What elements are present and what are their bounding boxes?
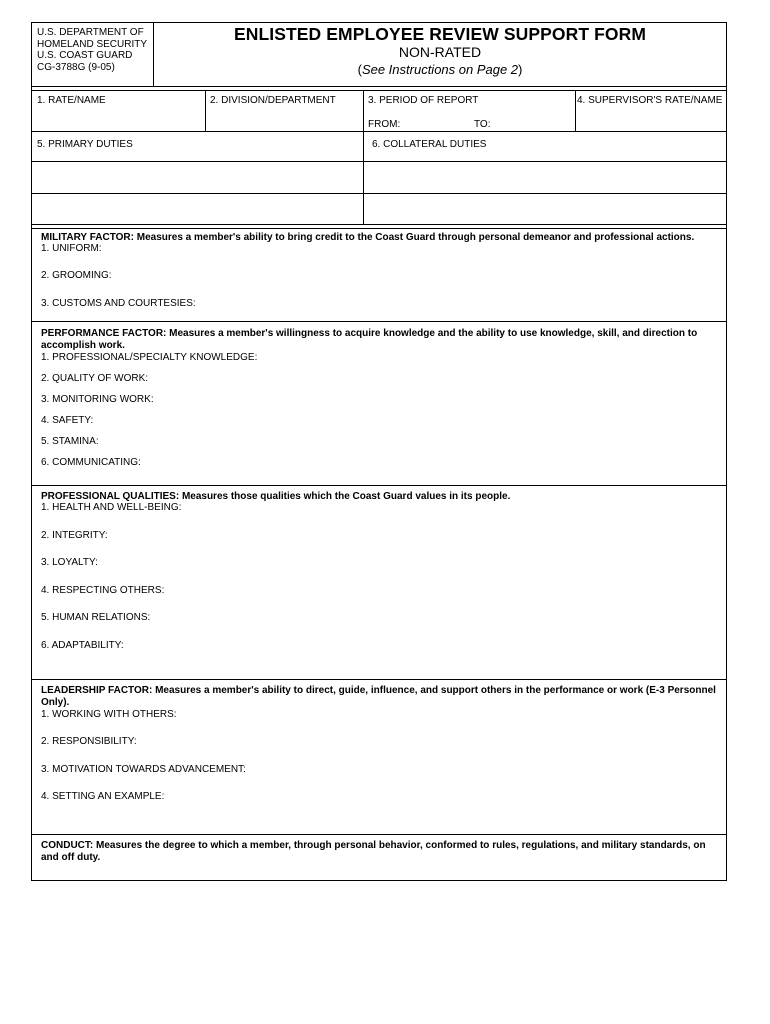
performance-item[interactable]: 3. MONITORING WORK: [41, 394, 154, 405]
leadership-item[interactable]: 2. RESPONSIBILITY: [41, 736, 137, 747]
supervisor-field[interactable]: 4. SUPERVISOR'S RATE/NAME [577, 95, 723, 106]
rule [31, 161, 727, 162]
rule [31, 485, 727, 486]
period-label: 3. PERIOD OF REPORT [368, 95, 479, 106]
rule [31, 90, 727, 91]
rule [31, 228, 727, 229]
performance-item[interactable]: 1. PROFESSIONAL/SPECIALTY KNOWLEDGE: [41, 352, 258, 363]
performance-item[interactable]: 2. QUALITY OF WORK: [41, 373, 149, 384]
rule [575, 90, 576, 131]
professional-item[interactable]: 3. LOYALTY: [41, 557, 98, 568]
professional-item[interactable]: 1. HEALTH AND WELL-BEING: [41, 502, 182, 513]
rule [31, 131, 727, 132]
collateral-duties-field[interactable]: 6. COLLATERAL DUTIES [372, 139, 487, 150]
conduct-heading: CONDUCT: Measures the degree to which a member, through personal behavior, conformed to rules, regulations, and military standards, on and off duty. [41, 840, 706, 863]
leadership-item[interactable]: 3. MOTIVATION TOWARDS ADVANCEMENT: [41, 764, 246, 775]
military-factor-heading: MILITARY FACTOR: Measures a member's ability to bring credit to the Coast Guard through personal demeanor and professional actions. [41, 232, 695, 243]
rule [31, 834, 727, 835]
agency-line: HOMELAND SECURITY [37, 38, 148, 50]
professional-item[interactable]: 2. INTEGRITY: [41, 530, 108, 541]
instructions-note: (See Instructions on Page 2) [357, 62, 523, 77]
rule [31, 193, 727, 194]
rule [31, 679, 727, 680]
military-item[interactable]: 2. GROOMING: [41, 270, 112, 281]
professional-item[interactable]: 6. ADAPTABILITY: [41, 640, 124, 651]
leadership-item[interactable]: 4. SETTING AN EXAMPLE: [41, 791, 165, 802]
military-item[interactable]: 1. UNIFORM: [41, 243, 102, 254]
performance-item[interactable]: 5. STAMINA: [41, 436, 99, 447]
rule [363, 131, 364, 224]
leadership-item[interactable]: 1. WORKING WITH OTHERS: [41, 709, 177, 720]
agency-line: U.S. COAST GUARD [37, 50, 133, 61]
rule [31, 321, 727, 322]
professional-item[interactable]: 5. HUMAN RELATIONS: [41, 612, 151, 623]
agency-block [37, 27, 152, 73]
leadership-factor-heading: LEADERSHIP FACTOR: Measures a member's ability to direct, guide, influence, and support others in the performance or work (E-3 Personnel Only). [41, 685, 716, 708]
performance-factor-heading: PERFORMANCE FACTOR: Measures a member's willingness to acquire knowledge and the ability to use knowledge, skill, and direction to accomplish work. [41, 328, 698, 351]
instructions-text: See Instructions on Page 2 [361, 62, 519, 77]
form-number: CG-3788G (9-05) [37, 61, 115, 73]
agency-line: U.S. DEPARTMENT OF [37, 27, 144, 38]
rule [31, 86, 727, 87]
rule [31, 224, 727, 225]
professional-item[interactable]: 4. RESPECTING OTHERS: [41, 585, 165, 596]
from-field[interactable]: FROM: [368, 119, 401, 130]
rule [363, 90, 364, 131]
military-item[interactable]: 3. CUSTOMS AND COURTESIES: [41, 298, 196, 309]
division-field[interactable]: 2. DIVISION/DEPARTMENT [210, 95, 336, 106]
form-subtitle: NON-RATED [398, 44, 482, 60]
to-field[interactable]: TO: [474, 119, 491, 130]
form-title: ENLISTED EMPLOYEE REVIEW SUPPORT FORM [233, 24, 647, 44]
rule [205, 90, 206, 131]
form-frame [31, 22, 727, 881]
primary-duties-field[interactable]: 5. PRIMARY DUTIES [37, 139, 133, 150]
performance-item[interactable]: 6. COMMUNICATING: [41, 457, 141, 468]
rate-name-field[interactable]: 1. RATE/NAME [37, 95, 106, 106]
performance-item[interactable]: 4. SAFETY: [41, 415, 94, 426]
professional-qualities-heading: PROFESSIONAL QUALITIES: Measures those qualities which the Coast Guard values in its people. [41, 491, 511, 502]
